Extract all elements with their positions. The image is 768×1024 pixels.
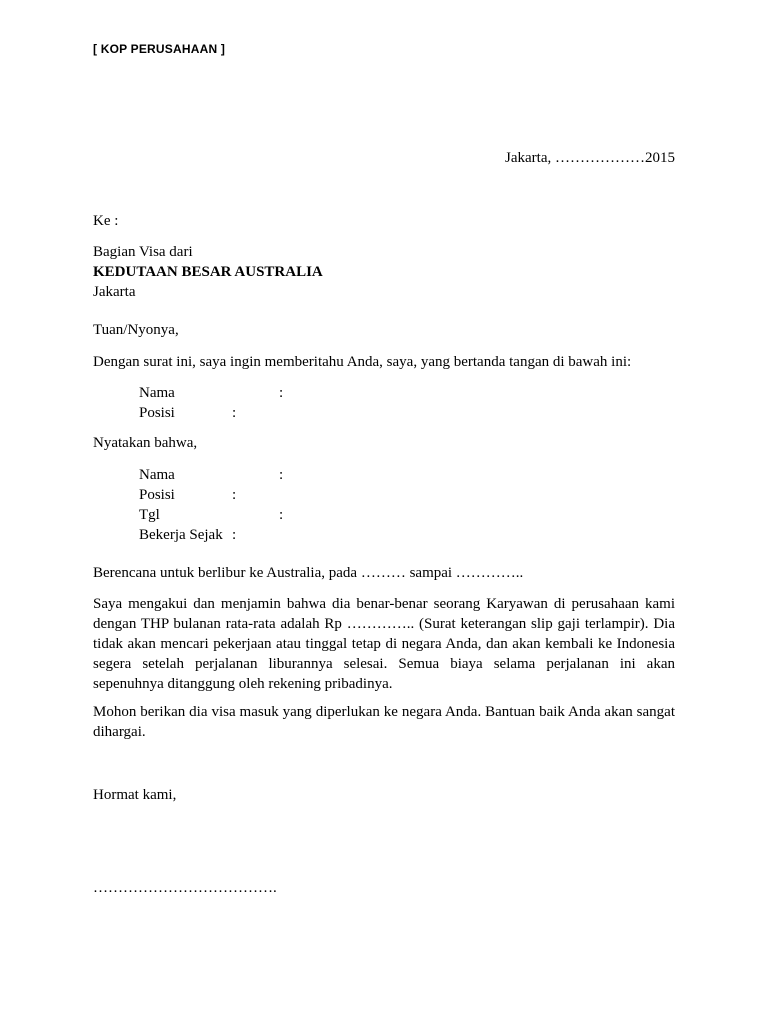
employee-field-colon: : [232, 487, 237, 503]
request-paragraph: Mohon berikan dia visa masuk yang diperlukan ke negara Anda. Bantuan baik Anda akan sangat dihargai. [93, 704, 675, 740]
signer-field-label: Nama [139, 385, 175, 401]
to-label: Ke : [93, 213, 119, 229]
signature-line: ………………………………. [93, 880, 277, 896]
recipient-line-2: KEDUTAAN BESAR AUSTRALIA [93, 264, 323, 280]
signer-field-colon: : [232, 405, 237, 421]
salutation: Tuan/Nyonya, [93, 322, 179, 338]
signer-field-label: Posisi [139, 405, 175, 421]
employee-field-label: Bekerja Sejak [139, 527, 223, 543]
intro-text: Dengan surat ini, saya ingin memberitahu Anda, saya, yang bertanda tangan di bawah ini: [93, 354, 632, 370]
employee-field-label: Posisi [139, 487, 175, 503]
guarantee-paragraph: Saya mengakui dan menjamin bahwa dia benar-benar seorang Karyawan di perusahaan kami dengan THP bulanan rata-rata adalah Rp ………….. (Surat keterangan slip gaji terlampir). Dia tidak akan mencari pekerjaan atau tinggal tetap di negara Anda, dan akan kembali ke Indonesia segera setelah perjalanan liburannya selesai. Semua biaya selama perjalanan ini akan sepenuhnya ditanggung oleh rekening pribadinya. [93, 596, 675, 692]
employee-field-label: Tgl [139, 507, 160, 523]
letterhead: [ KOP PERUSAHAAN ] [93, 42, 226, 56]
closing: Hormat kami, [93, 787, 177, 803]
recipient-line-1: Bagian Visa dari [93, 244, 193, 260]
employee-field-colon: : [232, 527, 237, 543]
declare-text: Nyatakan bahwa, [93, 435, 198, 451]
date-line: Jakarta, ………………2015 [505, 150, 675, 166]
recipient-block [93, 242, 323, 302]
travel-plan: Berencana untuk berlibur ke Australia, pada ……… sampai ………….. [93, 565, 524, 581]
employee-field-label: Nama [139, 467, 175, 483]
recipient-line-3: Jakarta [93, 284, 136, 300]
employee-field-colon: : [279, 467, 284, 483]
employee-field-colon: : [279, 507, 284, 523]
signer-field-colon: : [279, 385, 284, 401]
